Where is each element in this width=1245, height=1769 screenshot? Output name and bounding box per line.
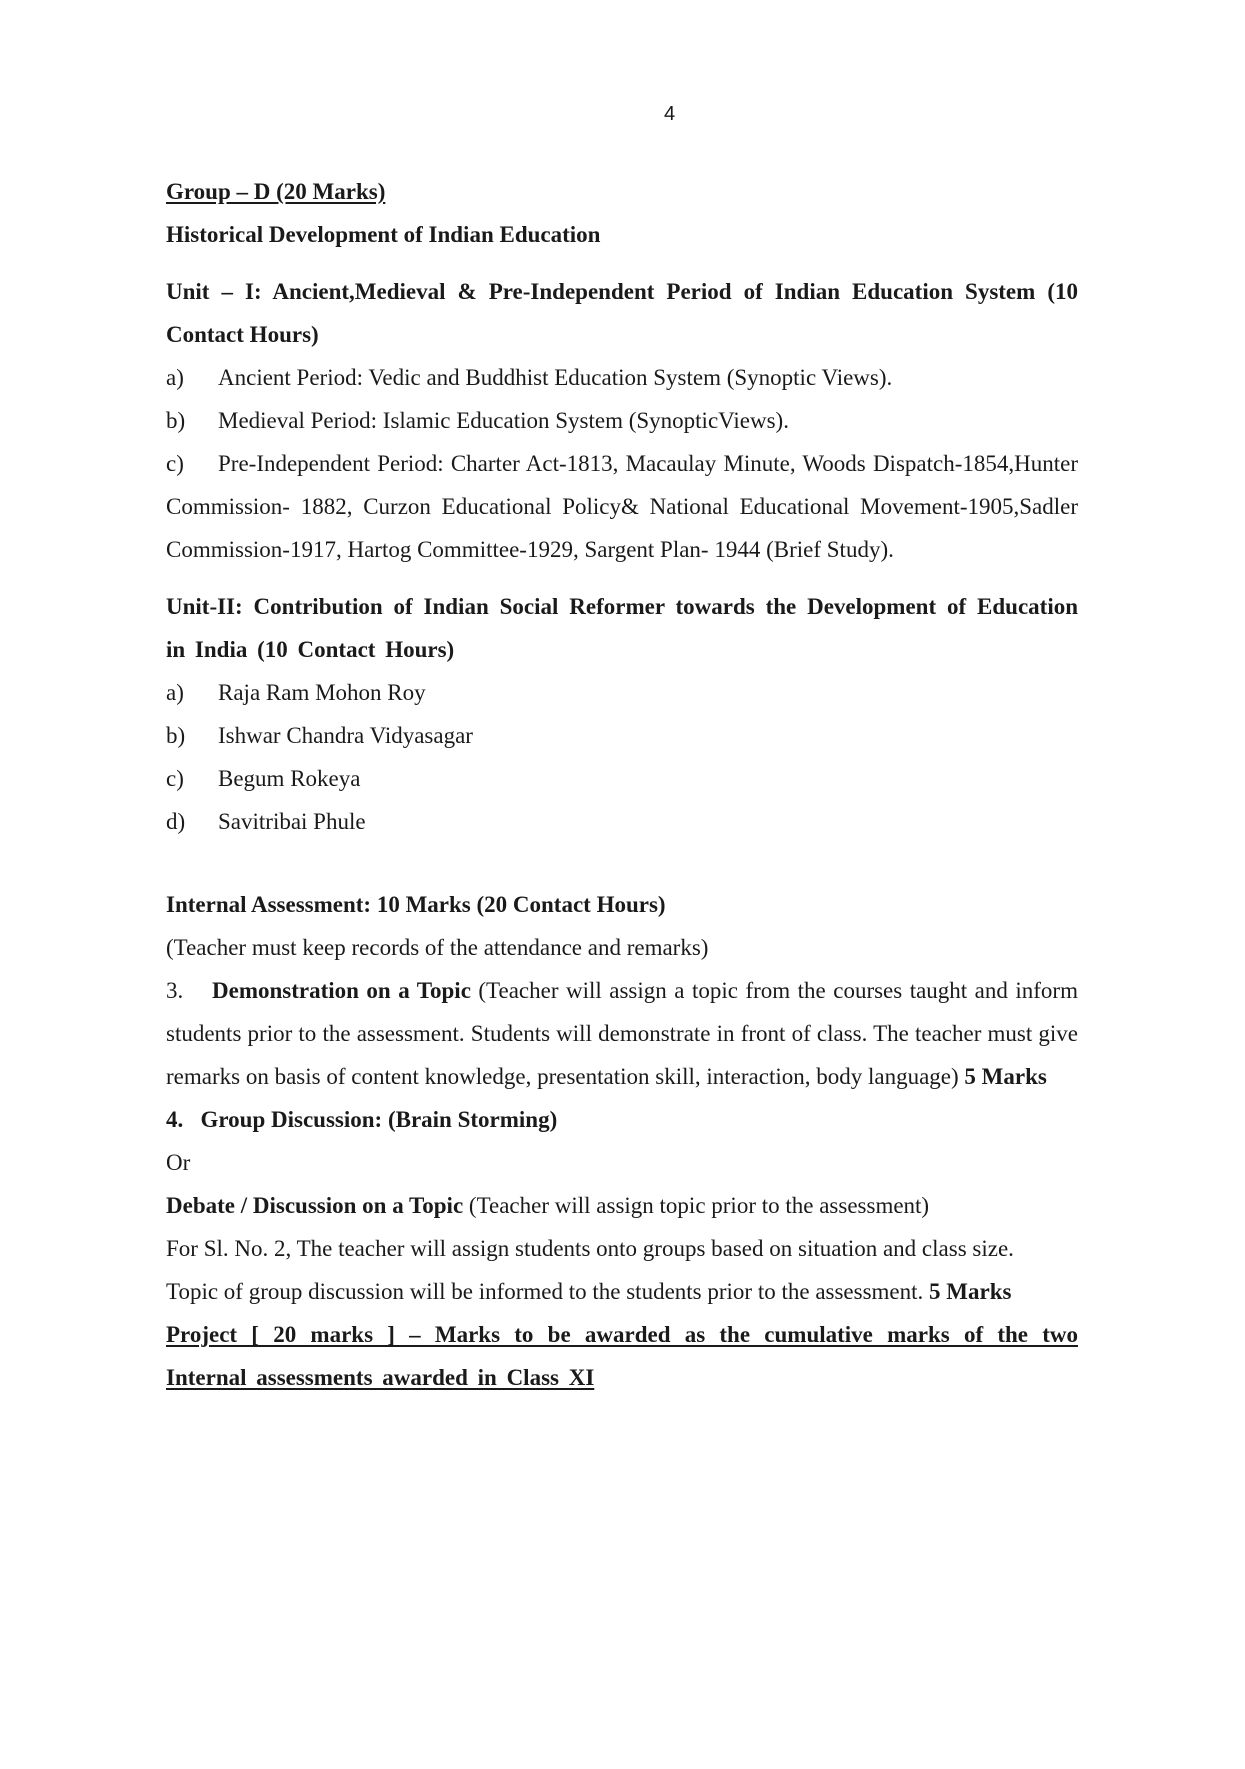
- item-text: Ancient Period: Vedic and Buddhist Education System (Synoptic Views).: [218, 365, 893, 390]
- item-label: b): [166, 408, 186, 433]
- internal-assessment-note: (Teacher must keep records of the attendance and remarks): [166, 935, 709, 960]
- demonstration-text: (Teacher will assign a topic from the courses taught and inform students prior to the assessment. Students will demonstrate in front of class. The teacher must give remarks on basis of content knowledge, presentation skill, interaction, body language): [166, 978, 1078, 1089]
- topic-note: Topic of group discussion will be informed to the students prior to the assessment.: [166, 1279, 930, 1304]
- unit2-item: [166, 800, 1078, 843]
- topic-marks: 5 Marks: [929, 1279, 1012, 1304]
- subject-title: Historical Development of Indian Education: [166, 222, 601, 247]
- item-text: Ishwar Chandra Vidyasagar: [218, 723, 473, 748]
- group-discussion-heading: 4. Group Discussion: (Brain Storming): [166, 1107, 558, 1132]
- item-text: Raja Ram Mohon Roy: [218, 680, 426, 705]
- item-label: a): [166, 365, 184, 390]
- unit1-item: [166, 399, 1078, 442]
- internal-assessment-title: Internal Assessment: 10 Marks (20 Contact Hours): [166, 892, 666, 917]
- unit1-title: Unit – I: Ancient,Medieval & Pre-Independent Period of Indian Education System (10 Contact Hours): [166, 279, 1078, 347]
- unit1-item-c: [166, 442, 1078, 571]
- item-label: d): [166, 809, 186, 834]
- page-content: [166, 170, 1078, 1399]
- item-label: b): [166, 723, 186, 748]
- project-statement: Project [ 20 marks ] – Marks to be awarded as the cumulative marks of the two Internal assessments awarded in Class XI: [166, 1322, 1078, 1390]
- page-number: 4: [664, 103, 676, 125]
- debate-item: [166, 1184, 1078, 1227]
- item-text: Savitribai Phule: [218, 809, 366, 834]
- unit2-item: [166, 671, 1078, 714]
- item-label: c): [166, 766, 184, 791]
- group-heading: Group – D (20 Marks): [166, 179, 386, 204]
- item-text: Pre-Independent Period: Charter Act-1813, Macaulay Minute, Woods Dispatch-1854,Hunter Commission- 1882, Curzon Educational Policy& National Educational Movement-1905,Sadler Commission-1917, Hartog Committee-1929, Sargent Plan- 1944 (Brief Study).: [166, 451, 1078, 562]
- item-text: Begum Rokeya: [218, 766, 361, 791]
- demonstration-item: [166, 969, 1078, 1098]
- item-label: c): [166, 451, 184, 476]
- unit1-item: [166, 356, 1078, 399]
- item-number: 3.: [166, 978, 184, 1003]
- debate-heading: Debate / Discussion on a Topic: [166, 1193, 464, 1218]
- debate-text: (Teacher will assign topic prior to the assessment): [463, 1193, 930, 1218]
- item-label: a): [166, 680, 184, 705]
- demonstration-heading: Demonstration on a Topic: [212, 978, 471, 1003]
- unit2-item: [166, 757, 1078, 800]
- unit2-title: Unit-II: Contribution of Indian Social Reformer towards the Development of Education in India (10 Contact Hours): [166, 594, 1078, 662]
- unit2-item: [166, 714, 1078, 757]
- demonstration-marks: 5 Marks: [964, 1064, 1047, 1089]
- topic-note-line: [166, 1270, 1078, 1313]
- sl-note: For Sl. No. 2, The teacher will assign students onto groups based on situation and class size.: [166, 1236, 1014, 1261]
- or-text: Or: [166, 1150, 191, 1175]
- item-text: Medieval Period: Islamic Education System (SynopticViews).: [218, 408, 789, 433]
